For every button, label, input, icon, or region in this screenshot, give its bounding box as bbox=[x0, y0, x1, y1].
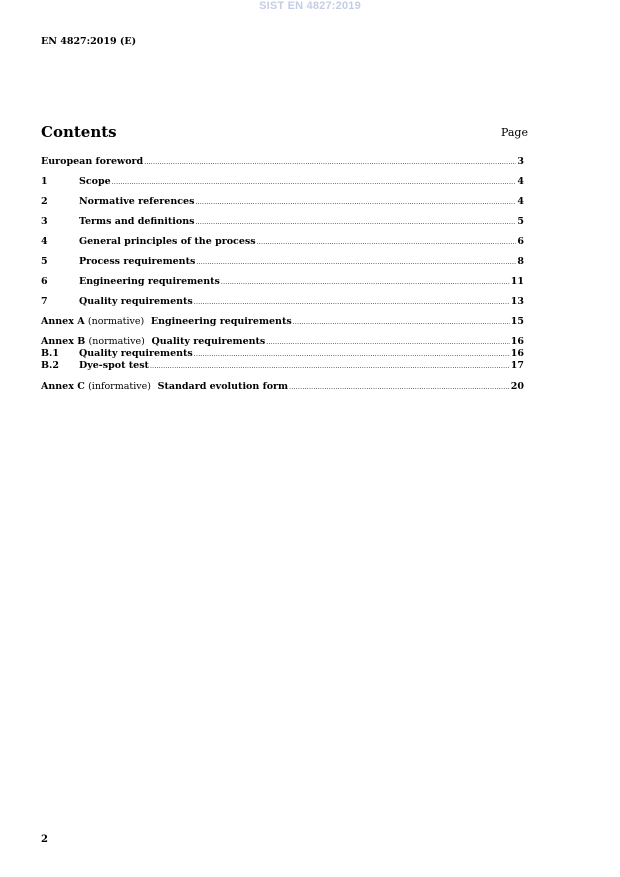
dot-leader bbox=[196, 259, 516, 266]
toc-entry-number: 4 bbox=[41, 236, 48, 247]
toc-entry-annex-type: (informative) bbox=[88, 381, 151, 392]
toc-entry-annex-prefix: Annex C bbox=[41, 381, 85, 392]
toc-entry-annex-b[interactable] bbox=[41, 336, 524, 348]
toc-entry-5[interactable] bbox=[41, 256, 524, 268]
toc-entry-annex-type: (normative) bbox=[87, 316, 145, 327]
dot-leader bbox=[293, 319, 510, 326]
toc-entry-page: 5 bbox=[517, 216, 524, 227]
toc-entry-title: General principles of the process bbox=[79, 236, 256, 247]
dot-leader bbox=[144, 159, 516, 166]
toc-entry-number: B.2 bbox=[41, 360, 59, 371]
toc-entry-page: 8 bbox=[517, 256, 524, 267]
toc-entry-page: 3 bbox=[517, 156, 524, 167]
toc-entry-title: Engineering requirements bbox=[79, 276, 220, 287]
toc-entry-page: 11 bbox=[510, 276, 524, 287]
toc-entry-b1[interactable] bbox=[41, 348, 524, 360]
toc-entry-title: Terms and definitions bbox=[79, 216, 195, 227]
dot-leader bbox=[194, 299, 510, 306]
toc-entry-title: Quality requirements bbox=[79, 296, 193, 307]
document-id: EN 4827:2019 (E) bbox=[41, 36, 137, 47]
page-column-label: Page bbox=[500, 126, 528, 139]
dot-leader bbox=[112, 179, 517, 186]
page-number: 2 bbox=[41, 834, 48, 845]
toc-entry-page: 17 bbox=[510, 360, 524, 371]
toc-entry-page: 15 bbox=[510, 316, 524, 327]
toc-entry-number: 2 bbox=[41, 196, 48, 207]
toc-entry-2[interactable] bbox=[41, 196, 524, 208]
toc-entry-b2[interactable] bbox=[41, 360, 524, 372]
toc-entry-number: 6 bbox=[41, 276, 48, 287]
toc-entry-4[interactable] bbox=[41, 236, 524, 248]
toc-entry-annex-a[interactable] bbox=[41, 316, 524, 328]
dot-leader bbox=[195, 199, 516, 206]
dot-leader bbox=[195, 219, 516, 226]
toc-entry-page: 4 bbox=[517, 196, 524, 207]
toc-entry-annex-prefix: Annex A bbox=[41, 316, 85, 327]
toc-entry-title: Quality requirements bbox=[151, 336, 266, 347]
contents-header bbox=[41, 123, 528, 143]
dot-leader bbox=[289, 384, 510, 391]
toc-entry-annex-prefix: Annex B bbox=[41, 336, 86, 347]
toc-entry-number: 1 bbox=[41, 176, 48, 187]
toc-entry-1[interactable] bbox=[41, 176, 524, 188]
toc-entry-title: Normative references bbox=[79, 196, 195, 207]
toc-entry-title: European foreword bbox=[41, 156, 144, 167]
toc-entry-title: Scope bbox=[79, 176, 111, 187]
toc-entry-title: Dye-spot test bbox=[79, 360, 149, 371]
toc-entry-annex-c[interactable] bbox=[41, 381, 524, 393]
toc-entry-6[interactable] bbox=[41, 276, 524, 288]
toc-entry-page: 4 bbox=[517, 176, 524, 187]
watermark: SIST EN 4827:2019 bbox=[259, 0, 361, 12]
toc-entry-page: 16 bbox=[510, 348, 524, 359]
dot-leader bbox=[257, 239, 517, 246]
toc-entry-page: 16 bbox=[510, 336, 524, 347]
toc-entry-number: 3 bbox=[41, 216, 48, 227]
dot-leader bbox=[266, 339, 510, 346]
toc-entry-page: 6 bbox=[517, 236, 524, 247]
toc-entry-number: B.1 bbox=[41, 348, 59, 359]
toc-entry-annex-type: (normative) bbox=[88, 336, 145, 347]
dot-leader bbox=[150, 363, 510, 370]
toc-entry-7[interactable] bbox=[41, 296, 524, 308]
toc-entry-title: Process requirements bbox=[79, 256, 196, 267]
toc-entry-page: 13 bbox=[510, 296, 524, 307]
toc-entry-title: Engineering requirements bbox=[150, 316, 292, 327]
toc-entry-3[interactable] bbox=[41, 216, 524, 228]
toc-entry-title: Standard evolution form bbox=[157, 381, 289, 392]
toc-entry-title: Quality requirements bbox=[79, 348, 193, 359]
toc-entry-number: 7 bbox=[41, 296, 48, 307]
dot-leader bbox=[194, 351, 510, 358]
dot-leader bbox=[221, 279, 510, 286]
toc-entry-number: 5 bbox=[41, 256, 48, 267]
contents-title: Contents bbox=[41, 123, 117, 141]
toc-entry-page: 20 bbox=[510, 381, 524, 392]
toc-entry-foreword[interactable] bbox=[41, 156, 524, 168]
